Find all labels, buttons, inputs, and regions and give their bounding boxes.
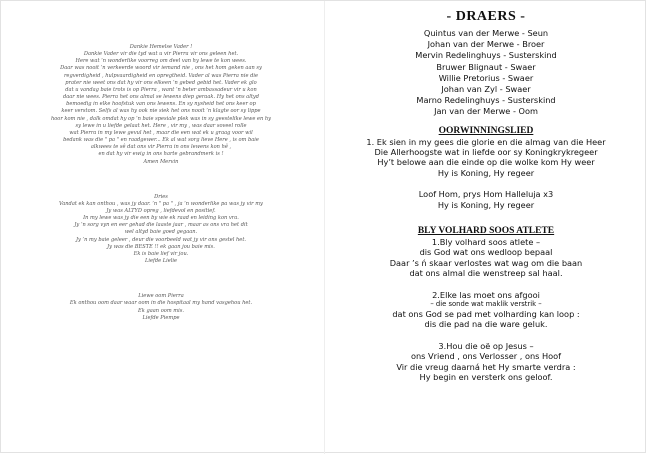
letter-line: Dankie Vader vir die tyd wat u vir Pierra vir ons geleen het. [83,51,239,58]
song-verse [333,137,639,179]
verse-line: Hy begin en versterk ons geloof. [419,371,553,382]
tribute-letters [13,44,309,322]
verse-line: Hy’t belowe aan die einde op die wolke kom Hy weer [377,157,595,168]
verse-line: Hy is Koning, Hy regeer [437,167,535,178]
bearer-item: Johan van Zyl - Swaer [441,84,531,95]
verse-line: Die Allerhoogste wat in liefde oor sy Koningkrykregeer [374,147,598,158]
chorus-line: Hy is Koning, Hy regeer [437,199,535,210]
bearer-item: Mervin Redelinghuys - Susterskind [415,50,557,61]
letter-line: Dries [154,193,168,200]
letter-line: Jy ’n my baie geleer , deur die voorbeeld wat jy vir ons gestel het. [76,236,246,243]
letter-line: bemoedig in elke hoofstuk van ons lewens. En sy nysheid het ons keer op [66,101,256,108]
service-column [333,7,639,382]
bearer-item: Jan van der Merwe - Oom [434,106,538,117]
letter-signature: Liefde Piempe [142,314,180,321]
verse-line: 1.Bly volhard soos atlete – [431,237,541,248]
verse-line: dis die pad na die ware geluk. [424,319,548,330]
letter-line: wat Pierra in my lewe gevul het , maar die een wat ek u graag voor wil [69,129,253,136]
letter-line: Daar was nooit ’n verkeerde woord vir iemand nie , ons het hom geken aan sy [60,65,262,72]
verse-line: Daar ’s ń skaar verlostes wat wag om die baan [389,257,583,268]
letter-line: daar nie wees. Pierra het ons almal se lewens diep geraak. Hy het ons altyd [62,94,260,101]
letter-line: keer verstom. Selfs al was hy ook nie siek het ons nooit ’n klagte oor sy lippe [61,108,261,115]
letter-line: Vandat ek kan onthou , was jy daar. ’n " pa " , ja ’n wonderlike pa was jy vir my [59,200,263,207]
page-fold [324,1,325,454]
letter-line: Ek gaan oom mis. [138,307,184,314]
letter-line: prater nie weet ons dat hy vir ons elkeen ’n gebed gebid het. Vader ek glo [65,79,257,86]
bearers-title: - DRAERS - [446,9,526,24]
letter-line: regverdigheid , hulpvaardigheid en opregtheid. Vader al was Pierra nie die [64,72,258,79]
bearer-item: Bruwer Blignaut - Swaer [436,61,536,72]
letter-line: In my lewe was jy die een by wie ek raad en leiding kon vra. [83,215,239,222]
song-verse-1 [333,237,639,279]
letter-line: Jy was die BESTE !! ek gaan jou baie mis. [107,243,215,250]
letter-line: sy lewe in u liefde gelaat het. Here , vir my , was daar soveel rolle [75,122,247,129]
letter-line: Here wat ’n wonderlike voorreg om deel van hy lewe te kon wees. [75,58,247,65]
letter-line: Ek onthou oom daar waar oom in die hospitaal my hand vasgehou het. [69,300,253,307]
chorus-line: Loof Hom, prys Hom Halleluja x3 [418,189,554,200]
letter-line: dat u vandag baie trots is op Pierra , want ’n beter ambassadeur vir u kon [65,86,257,93]
song-chorus [333,189,639,210]
letter-piempe [13,293,309,322]
verse-line: dat ons almal die wenstreep sal haal. [409,268,563,279]
letter-line: bedank was die " pa " en raadgewer... Ek al wat sorg lieve Here , is om baie [63,137,259,144]
bearer-item: Quintus van der Merwe - Seun [423,28,549,38]
verse-line: – die sonde wat maklik verstrik – [430,300,542,309]
verse-line: 1. Ek sien in my gees die glorie en die almag van die Heer [366,136,606,147]
letter-line: Ek is baie lief vir jou. [133,250,189,257]
song-verse-2 [333,290,639,330]
verse-line: 2.Elke las moet ons afgooi [432,289,540,300]
letter-line: Liewe oom Pierra [138,293,184,300]
verse-line: ons Vriend , ons Verlosser , ons Hoof [410,351,562,362]
song-title: BLY VOLHARD SOOS ATLETE [417,226,555,237]
letter-lielie [13,194,309,266]
letter-signature: Liefde Lielie [144,258,178,265]
letter-line: hoor kom nie , dalk omdat hy op ’n baie spesiale plek was in sy geestelike lewe en hy [50,115,272,122]
bearers-list [333,28,639,118]
verse-line: 3.Hou die oë op Jesus – [438,340,534,351]
verse-line: dat ons God se pad met volharding kan loop : [392,308,580,319]
verse-line: dis God wat ons wedloop bepaal [419,247,553,258]
letter-line: en dat hy vir ewig in ons harte gebrandmerk is ! [98,151,224,158]
bearer-item: Johan van der Merwe - Broer [427,39,545,50]
letter-line: Jy ’n sorg vyn en eer gehad die laaste jaar , maar as ons vra het dit [74,222,248,229]
bearer-item: Willie Pretorius - Swaer [438,72,534,83]
letter-line: Dankie Hemelse Vader ! [129,44,193,50]
song-title: OORWINNINGSLIED [438,125,534,136]
verse-line: Vir die vreug daarná het Hy smarte verdra : [396,361,576,372]
letter-line: wel altyd baie goed gegaan. [124,229,198,236]
letter-mervin [13,44,309,166]
letter-line: Jy was ALTYD opreg , liefdevol en positief. [106,207,216,214]
bearer-item: Marno Redelinghuys - Susterskind [416,95,556,106]
letter-signature: Amen Mervin [143,158,179,165]
song-verse-3 [333,341,639,383]
letter-line: alkwees te sê dat ons vir Pierra in ons lewens kon hê , [90,144,232,151]
